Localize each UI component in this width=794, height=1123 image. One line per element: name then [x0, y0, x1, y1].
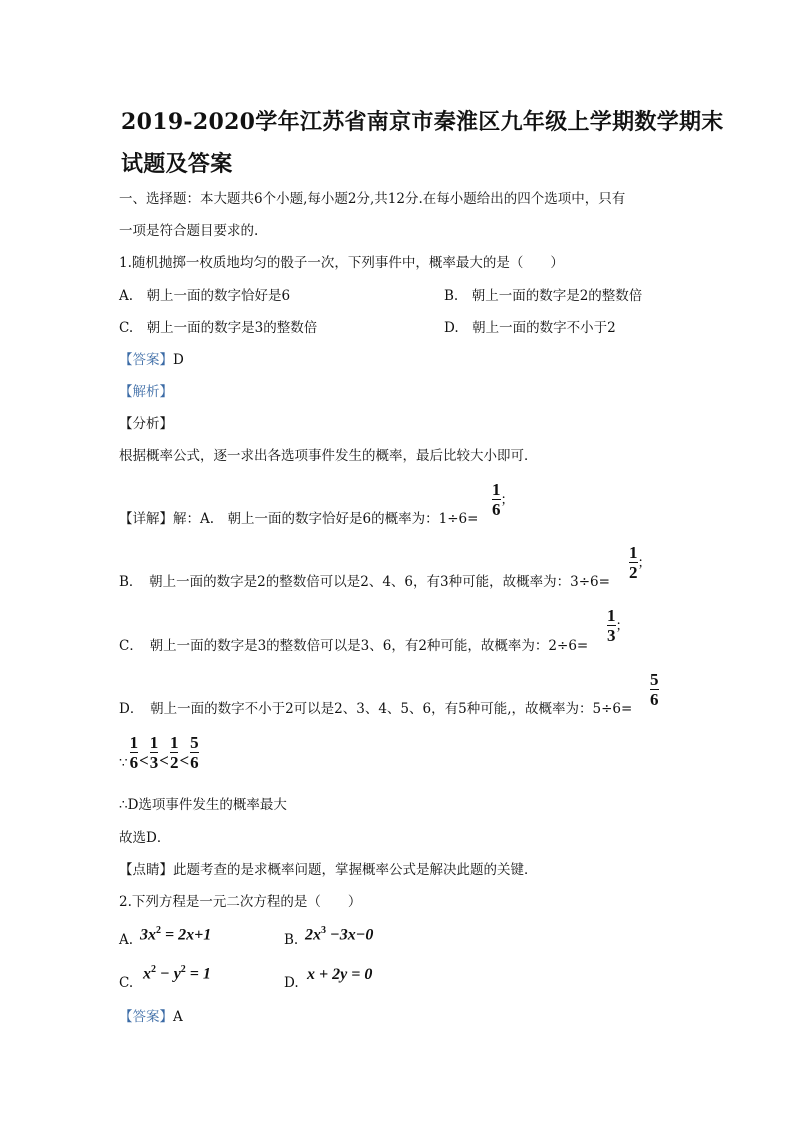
dianjing-text: 此题考查的是求概率问题，掌握概率公式是解决此题的关键．	[173, 862, 538, 878]
less-than: <	[159, 751, 169, 770]
fraction-numerator: 5	[190, 733, 199, 752]
q1-option-b: B. 朝上一面的数字是2的整数倍	[444, 288, 643, 304]
answer-tag: 【答案】	[119, 1009, 173, 1025]
fraction-a	[492, 481, 514, 518]
dianjing-tag: 【点睛】	[119, 862, 173, 878]
eq-term: 2x	[305, 926, 321, 944]
analysis-text: 根据概率公式，逐一求出各选项事件发生的概率，最后比较大小即可．	[119, 448, 538, 464]
q2-label-b: B.	[284, 932, 299, 948]
detail-tag: 【详解】	[119, 511, 173, 527]
detail-b: B． 朝上一面的数字是2的整数倍可以是2、4、6，有3种可能，故概率为：3÷6=	[119, 574, 610, 590]
semicolon: ；	[500, 492, 514, 508]
q1-stem: 1.随机抛掷一枚质地均匀的骰子一次，下列事件中，概率最大的是（ ）	[119, 255, 564, 271]
fraction-numerator: 1	[607, 606, 616, 625]
fraction-numerator: 1	[492, 480, 501, 499]
semicolon: ；	[615, 618, 629, 634]
eq-term: = 1	[185, 965, 211, 983]
fraction-c	[607, 607, 629, 644]
fraction-numerator: 5	[650, 670, 659, 689]
fraction-denominator: 6	[129, 753, 139, 772]
dianjing-line	[119, 858, 538, 878]
q1-option-a: A. 朝上一面的数字恰好是6	[119, 288, 291, 304]
fraction-b	[629, 544, 651, 581]
detail-c: C． 朝上一面的数字是3的整数倍可以是3、6，有2种可能，故概率为：2÷6=	[119, 638, 589, 654]
fraction-denominator: 3	[607, 626, 616, 645]
eq-exponent: 2	[180, 964, 186, 975]
eq-term: x	[143, 965, 151, 983]
fraction-d	[650, 671, 659, 708]
q2-label-c: C.	[119, 975, 134, 991]
eq-term: − y	[156, 965, 181, 983]
q2-equation-c	[143, 964, 211, 983]
fraction-numerator: 1	[169, 733, 179, 752]
q2-equation-a	[140, 925, 211, 944]
fraction-denominator: 6	[190, 753, 199, 772]
doc-title-line1: 2019-2020学年江苏省南京市秦淮区九年级上学期数学期末	[121, 109, 724, 135]
fraction-numerator: 1	[129, 733, 139, 752]
fraction-denominator: 2	[629, 563, 638, 582]
answer-tag: 【答案】	[119, 352, 173, 368]
eq-term: = 2x+1	[161, 926, 212, 944]
detail-d: D． 朝上一面的数字不小于2可以是2、3、4、5、6，有5种可能,，故概率为：5÷6=	[119, 701, 633, 717]
eq-exponent: 2	[156, 925, 161, 936]
fraction-denominator: 2	[169, 753, 179, 772]
answer-value: A	[173, 1009, 183, 1025]
q2-stem: 2.下列方程是一元二次方程的是（ ）	[119, 894, 362, 910]
doc-title-line2: 试题及答案	[121, 151, 233, 177]
choose-line: 故选D．	[119, 830, 171, 846]
answer-value: D	[173, 352, 184, 368]
fraction-numerator: 1	[149, 733, 159, 752]
section-instruction-line1: 一、选择题：本大题共6个小题,每小题2分,共12分.在每小题给出的四个选项中，只有	[119, 191, 626, 207]
less-than: <	[179, 751, 190, 770]
q1-option-d: D. 朝上一面的数字不小于2	[444, 320, 616, 336]
q2-equation-d: x + 2y = 0	[307, 966, 373, 983]
therefore-line: ∴D选项事件发生的概率最大	[119, 797, 287, 813]
because-symbol: ∵	[119, 755, 128, 771]
detail-a-text: 解：A. 朝上一面的数字恰好是6的概率为：1÷6=	[173, 511, 479, 527]
q2-answer-line	[119, 1005, 183, 1025]
fenxi-tag: 【分析】	[119, 416, 173, 432]
eq-term: 3x	[140, 926, 156, 944]
q1-option-c: C. 朝上一面的数字是3的整数倍	[119, 320, 318, 336]
comparison-line	[119, 734, 199, 771]
eq-exponent: 3	[321, 925, 326, 936]
fraction-numerator: 1	[629, 543, 638, 562]
eq-term: −3x−0	[326, 926, 374, 944]
section-instruction-line2: 一项是符合题目要求的.	[119, 223, 259, 239]
eq-exponent: 2	[151, 964, 156, 975]
fraction-denominator: 6	[650, 690, 659, 709]
q2-label-a: A.	[119, 932, 134, 948]
q1-answer-line	[119, 348, 184, 368]
fraction-denominator: 3	[149, 753, 159, 772]
q2-label-d: D.	[284, 975, 299, 991]
detail-a	[119, 507, 478, 527]
semicolon: ；	[637, 555, 651, 571]
q2-equation-b	[305, 925, 373, 944]
jiexi-tag: 【解析】	[119, 384, 173, 400]
fraction-denominator: 6	[492, 500, 501, 519]
less-than: <	[139, 751, 149, 770]
